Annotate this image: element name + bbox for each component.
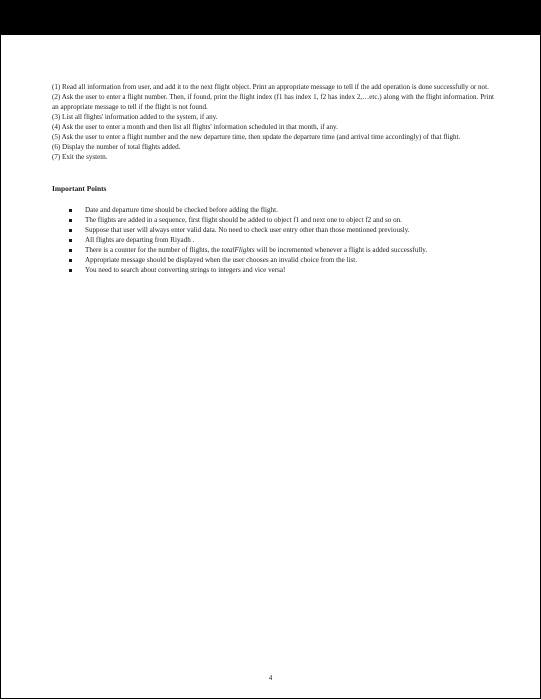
point-text: All flights are departing from Riyadh .: [85, 236, 195, 244]
important-points-list: [52, 205, 494, 275]
bullet-icon: [69, 269, 72, 272]
menu-option-2: (2) Ask the user to enter a flight number. Then, if found, print the flight index (f1 has index 1, f2 has index 2,…etc.) along with the flight information. Print an appropriate message to tell if the flight is not found.: [52, 93, 494, 111]
point-item: [85, 255, 494, 265]
bullet-icon: [69, 239, 72, 242]
menu-option-6: (6) Display the number of total flights added.: [52, 143, 181, 151]
point-text-before: There is a counter for the number of flights, the: [85, 246, 222, 254]
menu-option-7: (7) Exit the system.: [52, 153, 108, 161]
point-item: [85, 265, 494, 275]
point-item: [85, 215, 494, 225]
point-item: [85, 235, 494, 245]
bullet-icon: [69, 259, 72, 262]
point-item: [85, 225, 494, 235]
point-text: Suppose that user will always enter valid data. No need to check user entry other than those mentioned previously.: [85, 226, 410, 234]
bullet-icon: [69, 219, 72, 222]
bullet-icon: [69, 229, 72, 232]
page-content: [52, 82, 494, 275]
point-text-after: will be incremented whenever a flight is added successfully.: [254, 246, 428, 254]
point-text: You need to search about converting strings to integers and vice versa!: [85, 266, 286, 274]
point-text: The flights are added in a sequence, first flight should be added to object f1 and next one to object f2 and so on.: [85, 216, 402, 224]
bullet-icon: [69, 209, 72, 212]
menu-option-4: (4) Ask the user to enter a month and then list all flights' information scheduled in that month, if any.: [52, 123, 338, 131]
point-item: [85, 205, 494, 215]
important-points-heading: Important Points: [52, 184, 107, 193]
point-item-counter: [85, 245, 494, 255]
menu-option-3: (3) List all flights' information added to the system, if any.: [52, 113, 218, 121]
menu-option-5: (5) Ask the user to enter a flight number and the new departure time, then update the departure time (and arrival time accordingly) of that flight.: [52, 133, 461, 141]
bullet-icon: [69, 249, 72, 252]
point-text: Date and departure time should be checked before adding the flight.: [85, 206, 278, 214]
point-text: Appropriate message should be displayed when the user chooses an invalid choice from the list.: [85, 256, 358, 264]
total-flights-variable: totalFlights: [221, 246, 255, 254]
menu-option-1: (1) Read all information from user, and add it to the next flight object. Print an appropriate message to tell if the add operation is done successfully or not.: [52, 83, 489, 91]
page-number: 4: [268, 674, 273, 682]
menu-options-list: [52, 82, 494, 162]
document-page: [0, 35, 541, 699]
top-black-bar: [0, 0, 541, 35]
